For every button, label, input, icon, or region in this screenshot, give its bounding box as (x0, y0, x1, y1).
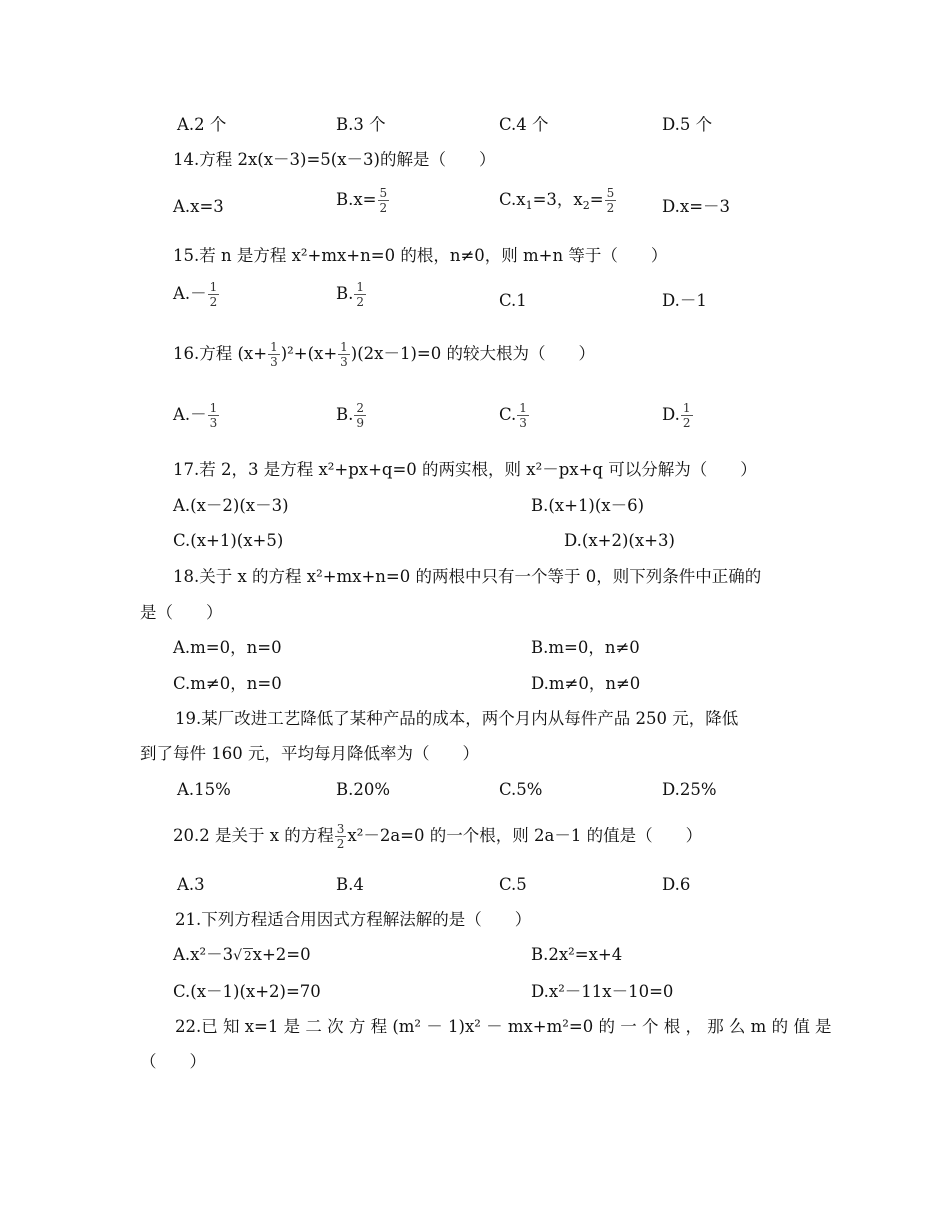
q18-stem-line-1: 18.关于 x 的方程 x²+mx+n=0 的两根中只有一个等于 0，则下列条件中正确的 (173, 567, 762, 586)
q13-option-a: A.2 个 (177, 115, 227, 134)
q16-c-fraction: $\frac{1}{3}$ (519, 401, 527, 430)
q20-option-d: D.6 (662, 875, 691, 894)
q13-option-c: C.4 个 (499, 115, 549, 134)
q18-option-a: A.m=0，n=0 (173, 638, 282, 657)
q19-option-b: B.20% (336, 780, 391, 799)
q14-b-fraction: $\frac{5}{2}$ (379, 186, 388, 215)
q20-option-b: B.4 (336, 875, 364, 894)
q15-option-a: A.－ $\frac{1}{2}$ (173, 280, 218, 309)
q19-option-a: A.15% (177, 780, 231, 799)
q22-stem-line-2: （ ） (140, 1052, 206, 1071)
q17-option-c: C.(x+1)(x+5) (173, 531, 284, 550)
q13-option-b: B.3 个 (336, 115, 386, 134)
q16-d-fraction: $\frac{1}{2}$ (682, 401, 691, 430)
q15-a-fraction: $\frac{1}{2}$ (209, 280, 218, 309)
q20-stem-fraction: $\frac{3}{2}$ (336, 822, 345, 851)
q18-option-b: B.m=0，n≠0 (531, 638, 640, 657)
q17-option-d: D.(x+2)(x+3) (564, 531, 675, 550)
q17-stem: 17.若 2，3 是方程 x²+px+q=0 的两实根，则 x²－px+q 可以分解为（ ） (173, 460, 757, 479)
q20-option-c: C.5 (499, 875, 527, 894)
q15-option-b: B. $\frac{1}{2}$ (336, 280, 365, 309)
q16-option-b: B. $\frac{2}{9}$ (336, 401, 365, 430)
q13-option-d: D.5 个 (662, 115, 713, 134)
q14-option-c: $C.x_1=3$，$x_2=$ $\frac{5}{2}$ (499, 186, 615, 215)
q19-option-d: D.25% (662, 780, 717, 799)
q16-option-c: C. $\frac{1}{3}$ (499, 401, 527, 430)
q17-option-a: A.(x－2)(x－3) (173, 496, 289, 515)
q18-option-c: C.m≠0，n=0 (173, 674, 282, 693)
q18-stem-line-2: 是（ ） (140, 603, 223, 622)
q15-option-d: D.－1 (662, 291, 707, 310)
q21-option-c: C.(x－1)(x+2)=70 (173, 982, 321, 1001)
q15-option-c: C.1 (499, 291, 527, 310)
q21-option-d: D.x²－11x－10=0 (531, 982, 674, 1001)
q16-stem-fraction-1: $\frac{1}{3}$ (270, 340, 278, 369)
q21-option-b: B.2x²=x+4 (531, 945, 623, 964)
q16-option-a: A.－ $\frac{1}{3}$ (173, 401, 218, 430)
q20-stem: 20.2 是关于 x 的方程 $\frac{3}{2}$ x²－2a=0 的一个根，则 2a－1 的值是（ ） (173, 822, 703, 851)
q20-option-a: A.3 (177, 875, 205, 894)
q14-c-fraction: $\frac{5}{2}$ (606, 186, 615, 215)
q22-stem-line-1: 22.已 知 x=1 是 二 次 方 程 (m² － 1)x² － mx+m²=0 的 一 个 根 ， 那 么 m 的 值 是 (175, 1017, 832, 1036)
q21-stem: 21.下列方程适合用因式方程解法解的是（ ） (175, 910, 532, 929)
sqrt-symbol-icon: √ (233, 948, 243, 964)
q21-option-a: A.x²－3√ 2x+2=0 (173, 945, 311, 964)
q14-option-b: B.x= $\frac{5}{2}$ (336, 186, 388, 215)
q14-stem: 14.方程 2x(x－3)=5(x－3)的解是（ ） (173, 150, 496, 169)
q19-stem-line-1: 19.某厂改进工艺降低了某种产品的成本，两个月内从每件产品 250 元，降低 (175, 709, 739, 728)
q16-stem: 16.方程 (x+ $\frac{1}{3}$ )²+(x+ $\frac{1}{3}$ )(2x－1)=0 的较大根为（ ） (173, 340, 595, 369)
q16-b-fraction: $\frac{2}{9}$ (356, 401, 365, 430)
q18-option-d: D.m≠0，n≠0 (531, 674, 641, 693)
q16-option-d: D. $\frac{1}{2}$ (662, 401, 691, 430)
q14-option-a: A.x=3 (173, 197, 224, 216)
q14-option-d: D.x=－3 (662, 197, 731, 216)
q15-b-fraction: $\frac{1}{2}$ (356, 280, 365, 309)
q16-stem-fraction-2: $\frac{1}{3}$ (340, 340, 348, 369)
q19-stem-line-2: 到了每件 160 元，平均每月降低率为（ ） (140, 744, 479, 763)
q19-option-c: C.5% (499, 780, 543, 799)
q15-stem: 15.若 n 是方程 x²+mx+n=0 的根，n≠0，则 m+n 等于（ ） (173, 246, 668, 265)
q17-option-b: B.(x+1)(x－6) (531, 496, 645, 515)
q16-a-fraction: $\frac{1}{3}$ (209, 401, 218, 430)
